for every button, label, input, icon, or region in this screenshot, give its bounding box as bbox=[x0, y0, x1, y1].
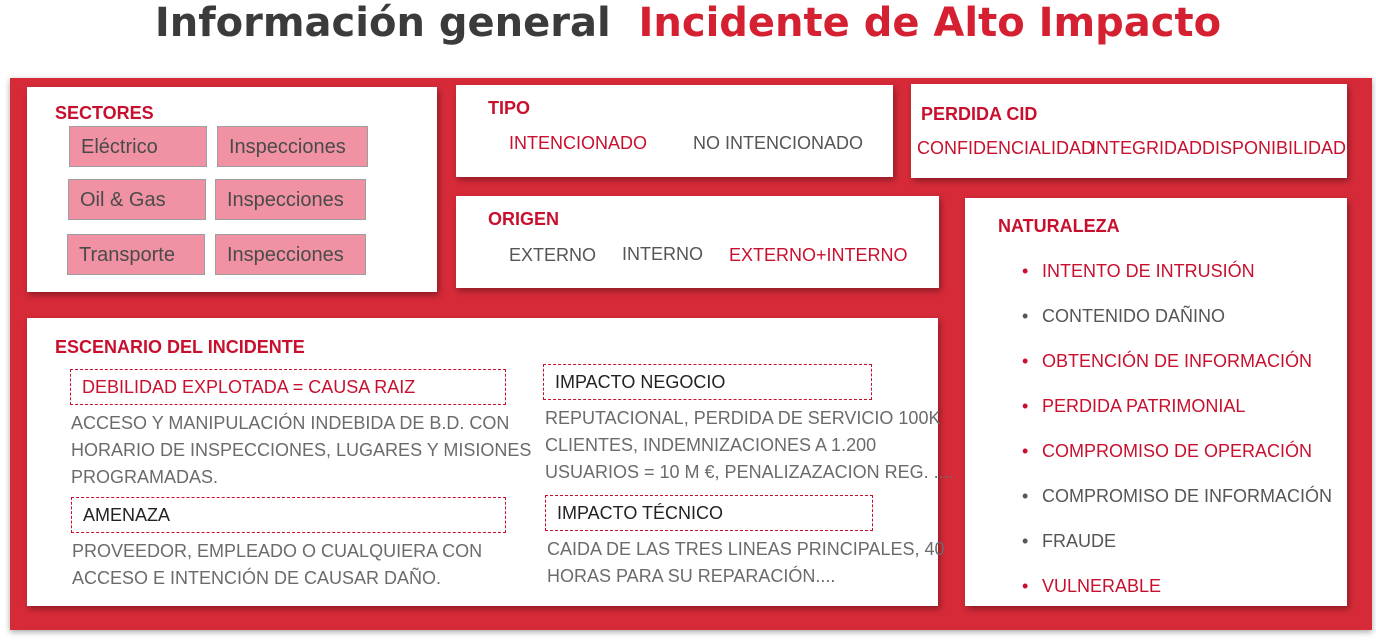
perdida-cid-header: PERDIDA CID bbox=[921, 104, 1038, 124]
amenaza-line-2: ACCESO E INTENCIÓN DE CAUSAR DAÑO. bbox=[72, 568, 442, 588]
impacto-tecnico-description bbox=[547, 536, 945, 590]
origen-option-externo: EXTERNO bbox=[509, 245, 597, 265]
naturaleza-header: NATURALEZA bbox=[998, 216, 1120, 236]
impacto-negocio-label: IMPACTO NEGOCIO bbox=[543, 364, 872, 400]
naturaleza-item: • VULNERABLE bbox=[1022, 573, 1332, 618]
debilidad-line-3: PROGRAMADAS. bbox=[71, 467, 219, 487]
cid-option-disponibilidad: DISPONIBILIDAD bbox=[1202, 138, 1347, 158]
bullet-icon: • bbox=[1022, 396, 1029, 416]
impacto-tecnico-line-1: CAIDA DE LAS TRES LINEAS PRINCIPALES, 40 bbox=[547, 539, 945, 559]
origen-header: ORIGEN bbox=[488, 209, 560, 229]
bullet-icon: • bbox=[1022, 306, 1029, 326]
amenaza-line-1: PROVEEDOR, EMPLEADO O CUALQUIERA CON bbox=[72, 541, 483, 561]
sector-chip-transporte: Transporte bbox=[67, 234, 205, 275]
escenario-header: ESCENARIO DEL INCIDENTE bbox=[55, 337, 305, 357]
bullet-icon: • bbox=[1022, 351, 1029, 371]
naturaleza-item: • CONTENIDO DAÑINO bbox=[1022, 303, 1332, 348]
debilidad-line-2: HORARIO DE INSPECCIONES, LUGARES Y MISIONES bbox=[71, 440, 532, 460]
perdida-cid-panel bbox=[911, 84, 1347, 178]
debilidad-line-1: ACCESO Y MANIPULACIÓN INDEBIDA DE B.D. CON bbox=[71, 413, 510, 433]
tipo-header: TIPO bbox=[488, 98, 531, 118]
tipo-option-intencionado: INTENCIONADO bbox=[509, 133, 648, 153]
tipo-option-no-intencionado: NO INTENCIONADO bbox=[693, 133, 864, 153]
naturaleza-item: • OBTENCIÓN DE INFORMACIÓN bbox=[1022, 348, 1332, 393]
impacto-tecnico-line-2: HORAS PARA SU REPARACIÓN.... bbox=[547, 566, 836, 586]
debilidad-description bbox=[71, 410, 531, 491]
title-incident: Incidente de Alto Impacto bbox=[638, 0, 1222, 46]
bullet-icon: • bbox=[1022, 576, 1029, 596]
naturaleza-item: • FRAUDE bbox=[1022, 528, 1332, 573]
amenaza-description bbox=[72, 538, 482, 592]
bullet-icon: • bbox=[1022, 261, 1029, 281]
amenaza-label: AMENAZA bbox=[71, 497, 506, 533]
cid-option-confidencialidad: CONFIDENCIALIDAD bbox=[917, 138, 1095, 158]
debilidad-label: DEBILIDAD EXPLOTADA = CAUSA RAIZ bbox=[70, 369, 506, 405]
title-general: Información general bbox=[154, 0, 611, 46]
cid-option-integridad: INTEGRIDAD bbox=[1091, 138, 1203, 158]
bullet-icon: • bbox=[1022, 531, 1029, 551]
sector-area-chip-1: Inspecciones bbox=[217, 126, 368, 167]
impacto-negocio-line-2: CLIENTES, INDEMNIZACIONES A 1.200 bbox=[545, 435, 877, 455]
impacto-tecnico-label: IMPACTO TÉCNICO bbox=[545, 495, 873, 531]
origen-option-interno: INTERNO bbox=[622, 244, 703, 264]
impacto-negocio-description bbox=[545, 405, 954, 486]
sector-chip-oil-gas: Oil & Gas bbox=[68, 179, 206, 220]
sector-area-chip-2: Inspecciones bbox=[215, 179, 366, 220]
naturaleza-item: • COMPROMISO DE OPERACIÓN bbox=[1022, 438, 1332, 483]
sector-chip-electrico: Eléctrico bbox=[69, 126, 207, 167]
naturaleza-item: • COMPROMISO DE INFORMACIÓN bbox=[1022, 483, 1332, 528]
impacto-negocio-line-1: REPUTACIONAL, PERDIDA DE SERVICIO 100K bbox=[545, 408, 941, 428]
naturaleza-item: • INTENTO DE INTRUSIÓN bbox=[1022, 258, 1332, 303]
naturaleza-item: • PERDIDA PATRIMONIAL bbox=[1022, 393, 1332, 438]
naturaleza-list bbox=[1022, 258, 1332, 618]
bullet-icon: • bbox=[1022, 486, 1029, 506]
page-title bbox=[0, 0, 1376, 52]
impacto-negocio-line-3: USUARIOS = 10 M €, PENALIZAZACION REG. .... bbox=[545, 462, 954, 482]
sectores-header: SECTORES bbox=[55, 103, 154, 123]
bullet-icon: • bbox=[1022, 441, 1029, 461]
sector-area-chip-3: Inspecciones bbox=[215, 234, 366, 275]
origen-option-externo-interno: EXTERNO+INTERNO bbox=[729, 245, 908, 265]
